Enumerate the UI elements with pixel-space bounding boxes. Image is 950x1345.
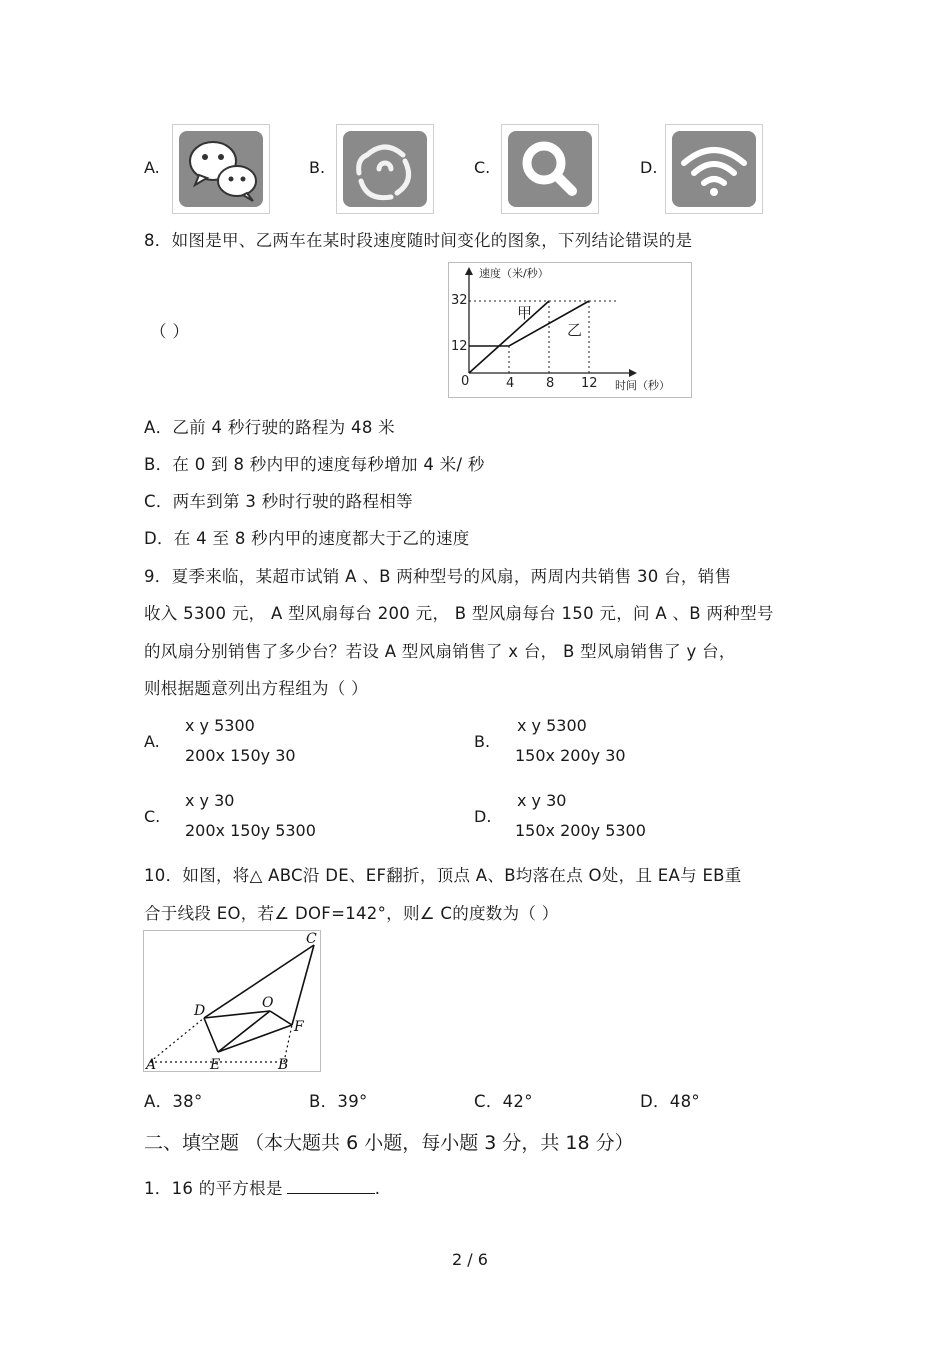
- y-tick-12: 12: [451, 339, 468, 354]
- q10-line-1: 10．如图，将△ ABC沿 DE、EF翻折，顶点 A、B均落在点 O处，且 EA与 EB重: [144, 866, 742, 885]
- q9-option-c-label: C.: [144, 807, 161, 826]
- q8-stem: 8．如图是甲、乙两车在某时段速度随时间变化的图象，下列结论错误的是: [144, 231, 693, 250]
- q9-line-2: 收入 5300 元， A 型风扇每台 200 元， B 型风扇每台 150 元，问 A 、B 两种型号: [144, 604, 774, 623]
- q8-option-b: B．在 0 到 8 秒内甲的速度每秒增加 4 米/ 秒: [144, 455, 485, 474]
- q9-option-b-eq2: 150x 200y 30: [515, 746, 626, 765]
- q8-answer-paren: （ ）: [150, 322, 190, 341]
- q7-option-b-image: [336, 124, 434, 214]
- dotted-ad: [150, 1018, 204, 1062]
- segment-of: [270, 1011, 292, 1025]
- q7-option-a-label: A.: [144, 158, 160, 177]
- series-label-yi: 乙: [567, 321, 583, 339]
- point-label-e: E: [210, 1057, 221, 1071]
- page-number: 2 / 6: [452, 1250, 488, 1269]
- q7-option-c-label: C.: [474, 158, 491, 177]
- q10-option-c: C．42°: [474, 1092, 533, 1111]
- q8-speed-time-chart: [448, 262, 692, 398]
- point-label-o: O: [262, 995, 274, 1011]
- point-label-c: C: [306, 931, 317, 947]
- x-axis-arrow: [629, 369, 637, 377]
- q9-option-b-eq1: x y 5300: [517, 716, 587, 735]
- segment-de: [204, 1018, 218, 1052]
- point-label-b: B: [278, 1057, 289, 1071]
- fill-q1: [144, 1175, 380, 1199]
- x-axis-label: 时间（秒）: [615, 379, 670, 392]
- q10-option-a: A．38°: [144, 1092, 203, 1111]
- y-axis-label: 速度（米/秒）: [479, 267, 549, 280]
- q8-option-d: D．在 4 至 8 秒内甲的速度都大于乙的速度: [144, 529, 470, 548]
- y-axis-arrow: [465, 267, 473, 275]
- q7-option-d-image: [665, 124, 763, 214]
- fill-q1-prefix: 1．16 的平方根是: [144, 1179, 283, 1198]
- q9-option-a-label: A.: [144, 732, 160, 751]
- q9-option-c-eq1: x y 30: [185, 791, 235, 810]
- q7-option-a-image: [172, 124, 270, 214]
- origin-label: 0: [461, 374, 470, 389]
- q10-option-b: B．39°: [309, 1092, 368, 1111]
- segment-ef: [218, 1025, 292, 1052]
- magnifier-icon: [502, 125, 598, 213]
- segment-eo: [218, 1011, 270, 1052]
- fill-q1-suffix: .: [374, 1179, 381, 1198]
- section2-title: 二、填空题 （本大题共 6 小题，每小题 3 分，共 18 分）: [144, 1132, 634, 1154]
- q9-line-3: 的风扇分别销售了多少台？若设 A 型风扇销售了 x 台， B 型风扇销售了 y 台，: [144, 642, 736, 661]
- q9-option-a-eq2: 200x 150y 30: [185, 746, 296, 765]
- wechat-icon: [173, 125, 269, 213]
- q7-option-b-label: B.: [309, 158, 326, 177]
- q9-line-4: 则根据题意列出方程组为（ ）: [144, 679, 368, 698]
- x-tick-8: 8: [546, 376, 555, 391]
- folded-triangle-diagram: [144, 931, 320, 1071]
- q10-option-d: D．48°: [640, 1092, 700, 1111]
- q9-option-a-eq1: x y 5300: [185, 716, 255, 735]
- q7-option-c-image: [501, 124, 599, 214]
- q10-triangle-figure: [143, 930, 321, 1072]
- q8-option-a: A．乙前 4 秒行驶的路程为 48 米: [144, 418, 395, 437]
- q9-option-d-label: D.: [474, 807, 492, 826]
- q10-line-2: 合于线段 EO，若∠ DOF=142°，则∠ C的度数为（ ）: [144, 904, 559, 923]
- x-tick-12: 12: [581, 376, 598, 391]
- q7-option-d-label: D.: [640, 158, 658, 177]
- wifi-icon: [666, 125, 762, 213]
- series-label-jia: 甲: [517, 304, 533, 322]
- swirl-icon: [337, 125, 433, 213]
- q9-option-b-label: B.: [474, 732, 491, 751]
- q9-line-1: 9．夏季来临，某超市试销 A 、B 两种型号的风扇，两周内共销售 30 台，销售: [144, 567, 732, 586]
- point-label-a: A: [146, 1057, 157, 1071]
- q8-option-c: C．两车到第 3 秒时行驶的路程相等: [144, 492, 413, 511]
- x-tick-4: 4: [506, 376, 515, 391]
- point-label-d: D: [194, 1003, 206, 1019]
- y-tick-32: 32: [451, 293, 468, 308]
- q9-option-c-eq2: 200x 150y 5300: [185, 821, 316, 840]
- point-label-f: F: [294, 1019, 304, 1035]
- fill-q1-blank[interactable]: [287, 1179, 375, 1194]
- q9-option-d-eq1: x y 30: [517, 791, 567, 810]
- speed-time-graph: [449, 263, 691, 397]
- q9-option-d-eq2: 150x 200y 5300: [515, 821, 646, 840]
